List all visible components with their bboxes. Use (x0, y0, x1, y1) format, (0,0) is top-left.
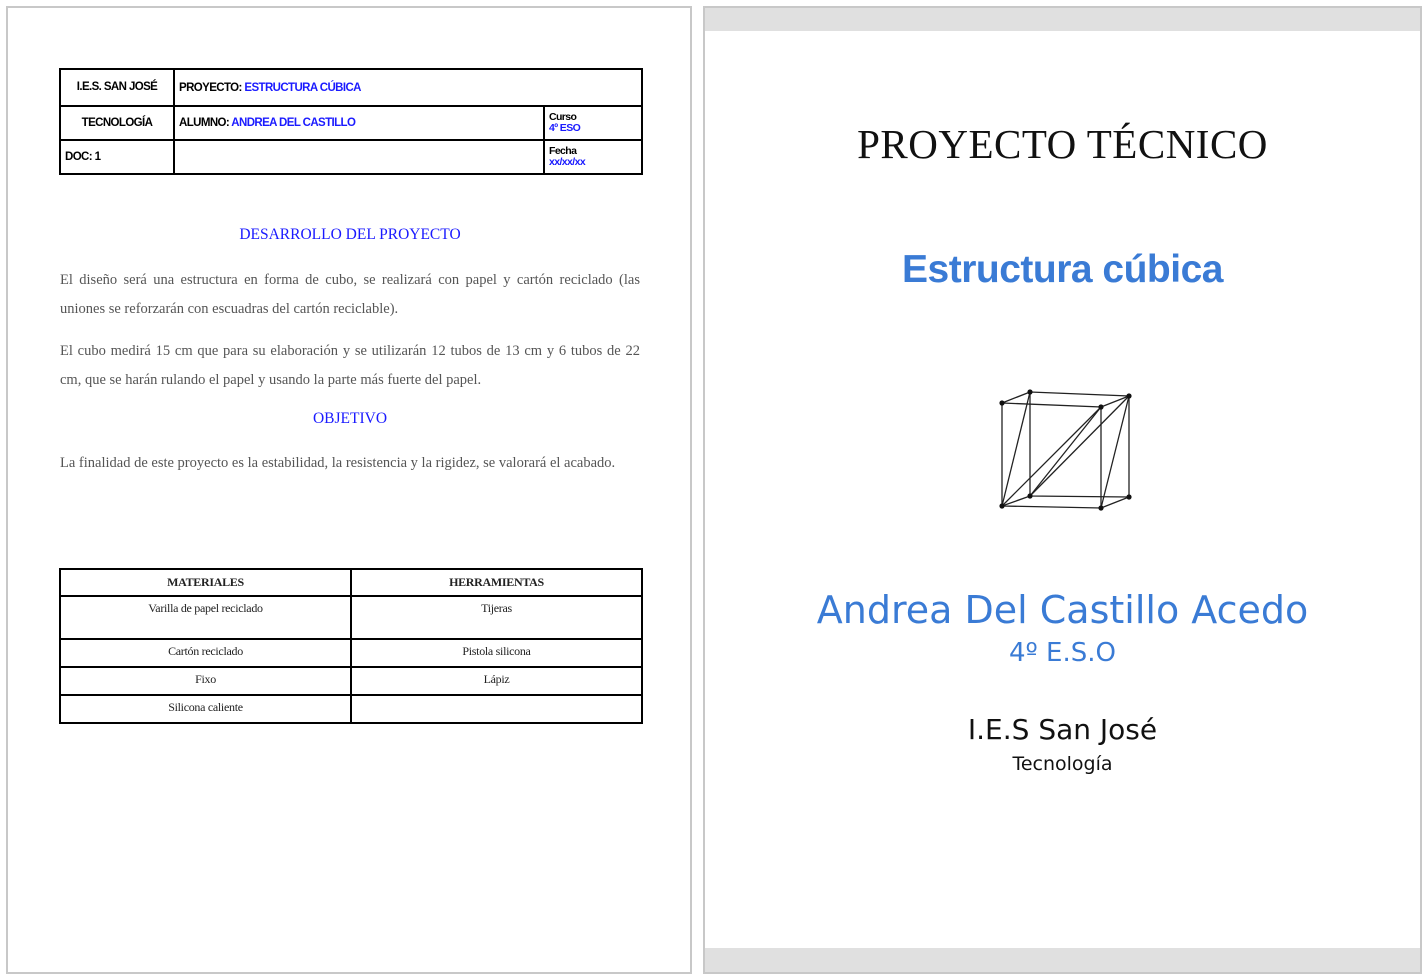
cover-author: Andrea Del Castillo Acedo (816, 588, 1309, 632)
date-value: xx/xx/xx (549, 156, 586, 168)
empty-cell (174, 140, 544, 174)
cover-subject: Tecnología (1012, 753, 1113, 775)
table-row (60, 667, 642, 695)
tool-cell: Tijeras (351, 596, 642, 639)
material-cell: Cartón reciclado (60, 639, 351, 667)
paragraph-measurements: El cubo medirá 15 cm que para su elaboración y se utilizarán 12 tubos de 13 cm y 6 tubos de 22 cm, que se harán rulando el papel y usando la parte más fuerte del papel. (60, 343, 640, 388)
tools-header: HERRAMIENTAS (351, 569, 642, 596)
project-cell (174, 69, 642, 106)
document-page-left (6, 6, 692, 974)
date-label: Fecha (549, 145, 577, 157)
material-cell: Fixo (60, 667, 351, 695)
course-label: Curso (549, 111, 577, 123)
page-top-band (705, 8, 1420, 31)
student-value: ANDREA DEL CASTILLO (231, 117, 356, 129)
material-cell: Silicona caliente (60, 695, 351, 723)
table-row (60, 639, 642, 667)
table-row (60, 695, 642, 723)
cube-illustration (996, 386, 1136, 516)
paragraph-design: El diseño será una estructura en forma de cubo, se realizará con papel y cartón reciclado (las uniones se reforzarán con escuadras del cartón reciclable). (60, 272, 640, 317)
date-cell (544, 140, 642, 174)
project-value: ESTRUCTURA CÚBICA (244, 81, 361, 94)
cover-course: 4º E.S.O (1009, 638, 1116, 668)
cover-title: PROYECTO TÉCNICO (857, 121, 1268, 167)
document-page-right (703, 6, 1422, 974)
school-cell: I.E.S. SAN JOSÉ (60, 69, 174, 106)
doc-cell: DOC: 1 (60, 140, 174, 174)
materials-table (59, 568, 643, 724)
paragraph-objective: La finalidad de este proyecto es la estabilidad, la resistencia y la rigidez, se valorará el acabado. (60, 455, 616, 471)
cover-school: I.E.S San José (967, 713, 1158, 746)
page-bottom-band (705, 948, 1420, 972)
material-cell: Varilla de papel reciclado (60, 596, 351, 639)
student-cell (174, 106, 544, 140)
header-table (59, 68, 643, 175)
tool-cell (351, 695, 642, 723)
project-label: PROYECTO: (179, 81, 242, 94)
cover-subtitle: Estructura cúbica (902, 248, 1223, 291)
subject-cell: TECNOLOGÍA (60, 106, 174, 140)
section-title-objective: OBJETIVO (312, 410, 388, 427)
course-cell (544, 106, 642, 140)
materials-header: MATERIALES (60, 569, 351, 596)
course-value: 4º ESO (549, 122, 581, 134)
tool-cell: Lápiz (351, 667, 642, 695)
section-title-development: DESARROLLO DEL PROYECTO (239, 226, 461, 243)
table-row (60, 596, 642, 639)
student-label: ALUMNO: (179, 117, 230, 129)
tool-cell: Pistola silicona (351, 639, 642, 667)
